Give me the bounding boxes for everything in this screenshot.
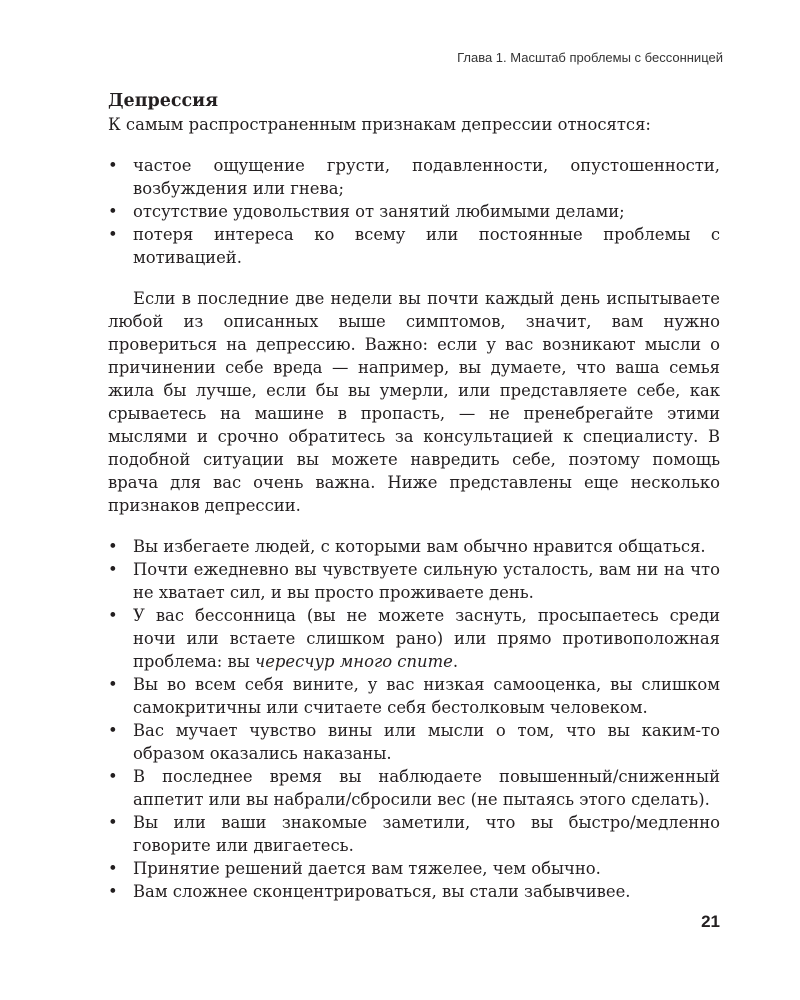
list-item: • Вас мучает чувство вины или мысли о том, что вы каким-то образом оказались наказаны.: [108, 719, 720, 765]
symptom-list-secondary: [108, 535, 720, 903]
list-item: • частое ощущение грусти, подавленности, опустошенности, возбуждения или гнева;: [108, 154, 720, 200]
list-item-end: .: [452, 652, 459, 671]
intro-line: К самым распространенным признакам депрессии относятся:: [108, 115, 651, 134]
body-text: [108, 90, 720, 903]
list-item: • Вы избегаете людей, с которыми вам обычно нравится общаться.: [108, 535, 720, 558]
section-heading: Депрессия: [108, 91, 219, 111]
list-item: • Вы во всем себя вините, у вас низкая самооценка, вы слишком самокритичны или считаете себя бестолковым человеком.: [108, 673, 720, 719]
list-item: • отсутствие удовольствия от занятий любимыми делами;: [108, 200, 720, 223]
emphasis-text: чересчур много спите: [255, 652, 453, 671]
list-item: • Вам сложнее сконцентрироваться, вы стали забывчивее.: [108, 880, 720, 903]
list-item: • Вы или ваши знакомые заметили, что вы быстро/медленно говорите или двигаетесь.: [108, 811, 720, 857]
body-paragraph: Если в последние две недели вы почти каждый день испытываете любой из описанных выше симптомов, значит, вам нужно провериться на депрессию. Важно: если у вас возникают мысли о причинении себе вреда — например, вы думаете, что ваша семья жила бы лучше, если бы вы умерли, или представляете себе, как срываетесь на машине в пропасть, — не пренебрегайте этими мыслями и срочно обратитесь за консультацией к специалисту. В подобной ситуации вы можете навредить себе, поэтому помощь врача для вас очень важна. Ниже представлены еще несколько признаков депрессии.: [108, 289, 720, 515]
list-item: • Принятие решений дается вам тяжелее, чем обычно.: [108, 857, 720, 880]
list-item: • Почти ежедневно вы чувствуете сильную усталость, вам ни на что не хватает сил, и вы просто проживаете день.: [108, 558, 720, 604]
page-number: 21: [701, 912, 720, 931]
list-item: • В последнее время вы наблюдаете повышенный/сниженный аппетит или вы набрали/сбросили вес (не пытаясь этого сделать).: [108, 765, 720, 811]
running-head: Глава 1. Масштаб проблемы с бессонницей: [457, 50, 723, 65]
symptom-list-primary: [108, 154, 720, 269]
list-item-text: У вас бессонница (вы не можете заснуть, просыпаетесь среди ночи или встаете слишком рано) или прямо противоположная проблема: вы: [133, 606, 720, 671]
list-item: • потеря интереса ко всему или постоянные проблемы с мотивацией.: [108, 223, 720, 269]
list-item: [108, 604, 720, 673]
